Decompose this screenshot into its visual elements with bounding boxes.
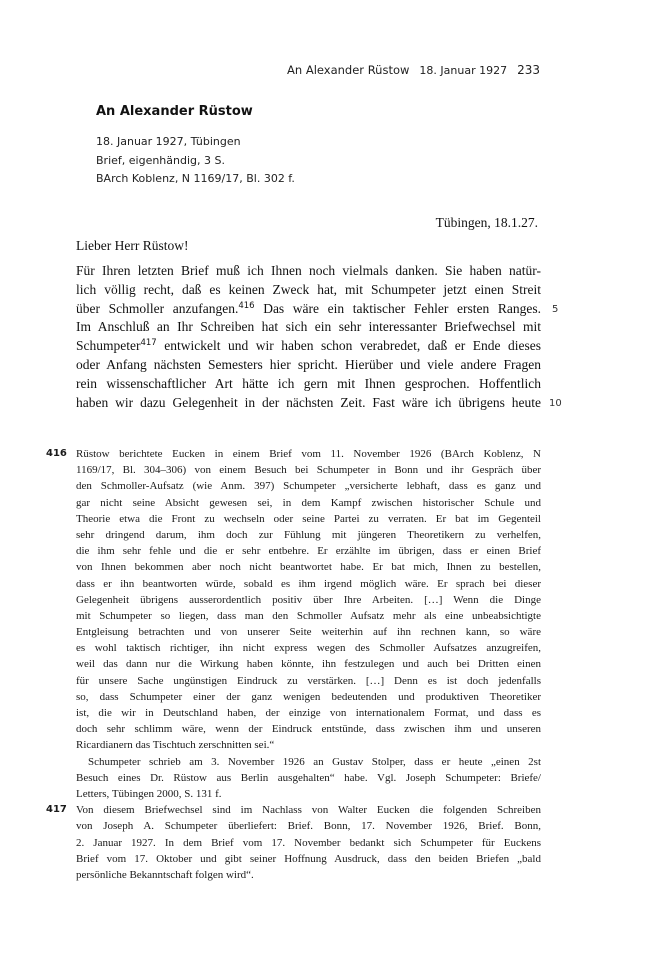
footnote-line: von Ihnen bekommen aber noch nicht beantwortet habe. Er bat mich, Ihnen zu bestellen, [76,561,541,574]
footnote-line: ist, die wir in Deutschland haben, der einzige von internationalem Format, und dass es [76,707,541,719]
footnote-line: Gelegenheit übrigens ausserordentlich positiv über Ihre Arbeiten. […] Wenn die Dinge [76,593,541,606]
footnote-line: persönliche Bekanntschaft folgen wird“. [76,868,254,881]
footnote-line: es wohl taktisch richtiger, ihn nicht express wegen des Schmoller Aufsatzes anzugreifen, [76,642,541,655]
body-line-segment: Schumpeter [76,338,141,354]
footnote-line: Theorie etwa die Front zu wechseln oder seine Partei zu verraten. Er bat im Gegenteil [76,512,541,525]
footnote-line: sehr dringend darum, ihm doch zur Fühlung mit jüngeren Theoretikern zu verhelfen, [76,528,541,541]
letter-archive-reference: BArch Koblenz, N 1169/17, Bl. 302 f. [96,172,295,185]
running-head-recipient: An Alexander Rüstow [287,63,410,77]
letter-format: Brief, eigenhändig, 3 S. [96,153,225,167]
footnote-line: für unsere Sache ungünstigen Eindruck zu verstärken. […] Denn es ist doch jedenfalls [76,674,541,687]
footnote-line: weil das dann nur die Wirkung haben könnte, ihn festzulegen und auch bei Dritten einen [76,658,541,671]
body-line: Für Ihren letzten Brief muß ich Ihnen noch vielmals danken. Sie haben natür- [76,263,541,278]
body-line-segment: Das wäre ein taktischer Fehler ersten Ranges. [254,300,541,316]
footnote-number: 417 [46,804,67,816]
body-line: oder Anfang nächsten Semesters hier spricht. Hierüber und viele andere Fragen [76,356,541,372]
footnote-line: Letters, Tübingen 2000, S. 131 f. [76,787,222,800]
footnote-line: Ricardianern das Tischtuch zerschnitten sei.“ [76,739,275,752]
footnote-line: 2. Januar 1927. In dem Brief vom 17. November bedankt sich Schumpeter für Euckens [76,836,541,849]
footnote-line: dass er ihn beantworten würde, sobald es ihm irgend möglich wäre. Er sprach bei dieser [76,577,541,590]
footnote-line: Entgleisung betrachten und von unserer Seite weiterhin auf ihn rechnen kann, so wäre [76,626,541,639]
footnote-line: Von diesem Briefwechsel sind im Nachlass von Walter Eucken die folgenden Schreiben [76,804,541,817]
footnote [46,802,541,883]
letter-title: An Alexander Rüstow [96,104,253,119]
footnote-line: die ihm sehr fehle und die er sehr entbehre. Er erzählte im übrigen, dass er einen Brief [76,545,541,558]
body-line [76,300,541,319]
running-head [287,63,540,77]
body-line: rein wissenschaftlicher Art hätte ich gern mit Ihnen gesprochen. Hoffentlich [76,375,541,391]
footnote-line: den Schmoller-Aufsatz (wie Anm. 397) Schumpeter „versicherte lebhaft, dass es ganz und [76,480,541,493]
footnote-reference[interactable]: 416 [238,300,255,311]
footnote-line: doch sehr schlimm wäre, wenn der Eindruck entstünde, dass zwischen ihm und unseren [76,723,541,736]
body-line: haben wir dazu Gelegenheit in der nächsten Zeit. Fast wäre ich übrigens heute [76,394,541,410]
footnote-line: so, dass Schumpeter einer der ganz wenigen bedeutenden und produktiven Theoretiker [76,690,541,703]
footnote-reference[interactable]: 417 [140,338,157,349]
letter-metadata [96,133,295,189]
footnotes [46,446,541,883]
footnote-number: 416 [46,448,67,459]
footnote-line: Besuch eines Dr. Rüstow aus Berlin ausgehalten“ habe. Vgl. Joseph Schumpeter: Briefe/ [76,771,541,784]
body-line: lich völlig recht, daß es keinen Zweck hat, mit Schumpeter jetzt einen Streit [76,281,541,297]
footnote-line: von Joseph A. Schumpeter überliefert: Brief. Bonn, 17. November 1926, Brief. Bonn, [76,820,541,833]
footnote-line: Schumpeter schrieb am 3. November 1926 an Gustav Stolper, dass er heute „einen 2st [88,755,541,768]
running-head-date: 18. Januar 1927 [419,64,508,77]
body-line: Im Anschluß an Ihr Schreiben hat sich ein sehr interessanter Briefwechsel mit [76,319,541,335]
letter-salutation: Lieber Herr Rüstow! [76,238,189,253]
line-number: 10 [549,398,562,409]
body-line-segment: entwickelt und wir haben schon verabredet, daß er Ende dieses [156,338,541,354]
line-number: 5 [552,304,559,315]
letter-place-date: Tübingen, 18.1.27. [435,215,538,230]
footnote-line: Brief vom 17. Oktober und gibt seiner Hoffnung Ausdruck, dass den beiden Briefen „bald [76,852,541,865]
footnote-line: Rüstow berichtete Eucken in einem Brief vom 11. November 1926 (BArch Koblenz, N [76,448,541,460]
letter-body [76,262,541,412]
body-line [76,337,541,356]
page-number: 233 [517,63,540,77]
footnote-line: gar nicht seine Absicht gewesen sei, in dem Kampf zwischen historischer Schule und [76,496,541,509]
footnote [46,446,541,802]
footnote-line: 1169/17, Bl. 304–306) von einem Besuch bei Schumpeter in Bonn und ihr Gespräch über [76,464,541,477]
footnote-line: mit Schumpeter so liegen, dass man den Schmoller Aufsatz mehr als eine unbeabsichtigte [76,609,541,622]
letter-date-place: 18. Januar 1927, Tübingen [96,135,241,148]
body-line-segment: über Schmoller anzufangen. [76,300,239,316]
